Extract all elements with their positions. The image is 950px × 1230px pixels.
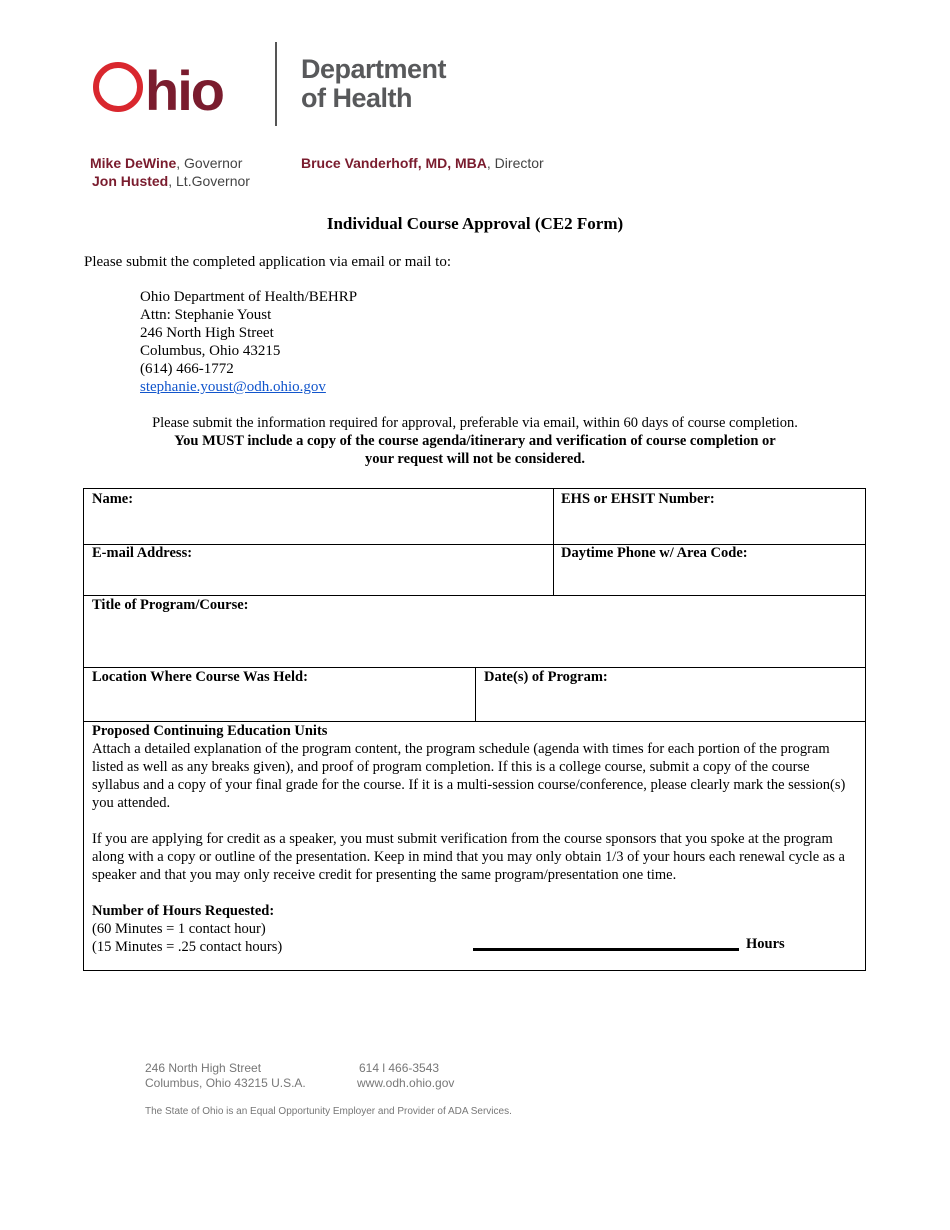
course-location-field[interactable] — [84, 668, 475, 721]
program-dates-field[interactable] — [476, 668, 866, 721]
director-line — [301, 154, 544, 172]
program-title-label: Title of Program/Course: — [92, 597, 249, 613]
lt-governor-title: , Lt.Governor — [168, 173, 250, 189]
address-line2: Attn: Stephanie Youst — [140, 307, 272, 323]
mailing-address — [140, 288, 357, 396]
form-title: Individual Course Approval (CE2 Form) — [326, 214, 624, 233]
speaker-instructions: If you are applying for credit as a speaker, you must submit verification from the course sponsors that you spoke at the program along with a copy or outline of the presentation. Keep in mind that you may only obtain 1/3 of your hours each renewal cycle as a speaker and that you may only receive credit for presenting the same program/presentation one time. — [92, 831, 845, 883]
address-line3: 246 North High Street — [140, 325, 274, 341]
hours-requested-input[interactable] — [473, 948, 739, 951]
director-title: , Director — [486, 155, 544, 171]
notice-line2: You MUST include a copy of the course agenda/itinerary and verification of course completion or — [174, 433, 776, 449]
daytime-phone-label: Daytime Phone w/ Area Code: — [561, 545, 748, 561]
program-title-field[interactable] — [84, 596, 866, 667]
governor-title: , Governor — [176, 155, 243, 171]
submission-notice — [0, 414, 950, 468]
ohio-logo — [92, 52, 262, 122]
logo-divider — [275, 42, 277, 126]
dept-line1: Department — [301, 54, 447, 84]
address-line1: Ohio Department of Health/BEHRP — [140, 289, 358, 305]
footer-address — [145, 1061, 306, 1091]
application-form — [83, 488, 866, 971]
name-field[interactable] — [84, 489, 553, 544]
footer-web: www.odh.ohio.gov — [357, 1076, 455, 1090]
program-dates-label: Date(s) of Program: — [484, 669, 608, 685]
lt-governor-line — [92, 172, 250, 190]
notice-line3: your request will not be considered. — [365, 451, 585, 467]
governor-line — [90, 154, 242, 172]
hours-label: Hours — [746, 936, 785, 952]
address-phone: (614) 466-1772 — [140, 361, 234, 377]
ceu-heading: Proposed Continuing Education Units — [92, 723, 328, 739]
svg-text:hio: hio — [145, 59, 223, 122]
daytime-phone-field[interactable] — [554, 545, 866, 595]
submit-instructions: Please submit the completed application via email or mail to: — [84, 254, 451, 270]
footer-phone: 614 l 466-3543 — [359, 1061, 440, 1075]
address-line4: Columbus, Ohio 43215 — [140, 343, 281, 359]
hours-heading: Number of Hours Requested: — [92, 903, 275, 919]
ehs-number-field[interactable] — [554, 489, 866, 544]
governor-name: Mike DeWine — [90, 155, 177, 171]
department-name — [301, 55, 446, 113]
email-address-field[interactable] — [84, 545, 553, 595]
notice-line1: Please submit the information required for approval, preferable via email, within 60 days of course completion. — [152, 415, 798, 431]
ceu-instructions: Attach a detailed explanation of the program content, the program schedule (agenda with times for each portion of the program listed as well as any breaks given), and proof of program completion. If this is a college course, submit a copy of the course syllabus and a copy of your final grade for the course. If it is a multi-session course/conference, please clearly mark the session(s) you attended. — [92, 741, 846, 811]
dept-line2: of Health — [301, 83, 413, 113]
hours-note-60: (60 Minutes = 1 contact hour) — [92, 921, 266, 937]
director-name: Bruce Vanderhoff, MD, MBA — [301, 155, 487, 171]
email-address-label: E-mail Address: — [92, 545, 193, 561]
footer-city: Columbus, Ohio 43215 U.S.A. — [145, 1076, 306, 1090]
email-link[interactable]: stephanie.youst@odh.ohio.gov — [140, 379, 326, 395]
footer-street: 246 North High Street — [145, 1061, 262, 1075]
lt-governor-name: Jon Husted — [92, 173, 169, 189]
ceu-section — [92, 722, 860, 956]
footer-contact — [357, 1061, 454, 1091]
hours-note-15: (15 Minutes = .25 contact hours) — [92, 939, 283, 955]
name-label: Name: — [92, 491, 134, 507]
ehs-number-label: EHS or EHSIT Number: — [561, 491, 715, 507]
footer-eeo-statement: The State of Ohio is an Equal Opportunity Employer and Provider of ADA Services. — [145, 1106, 512, 1117]
course-location-label: Location Where Course Was Held: — [92, 669, 308, 685]
